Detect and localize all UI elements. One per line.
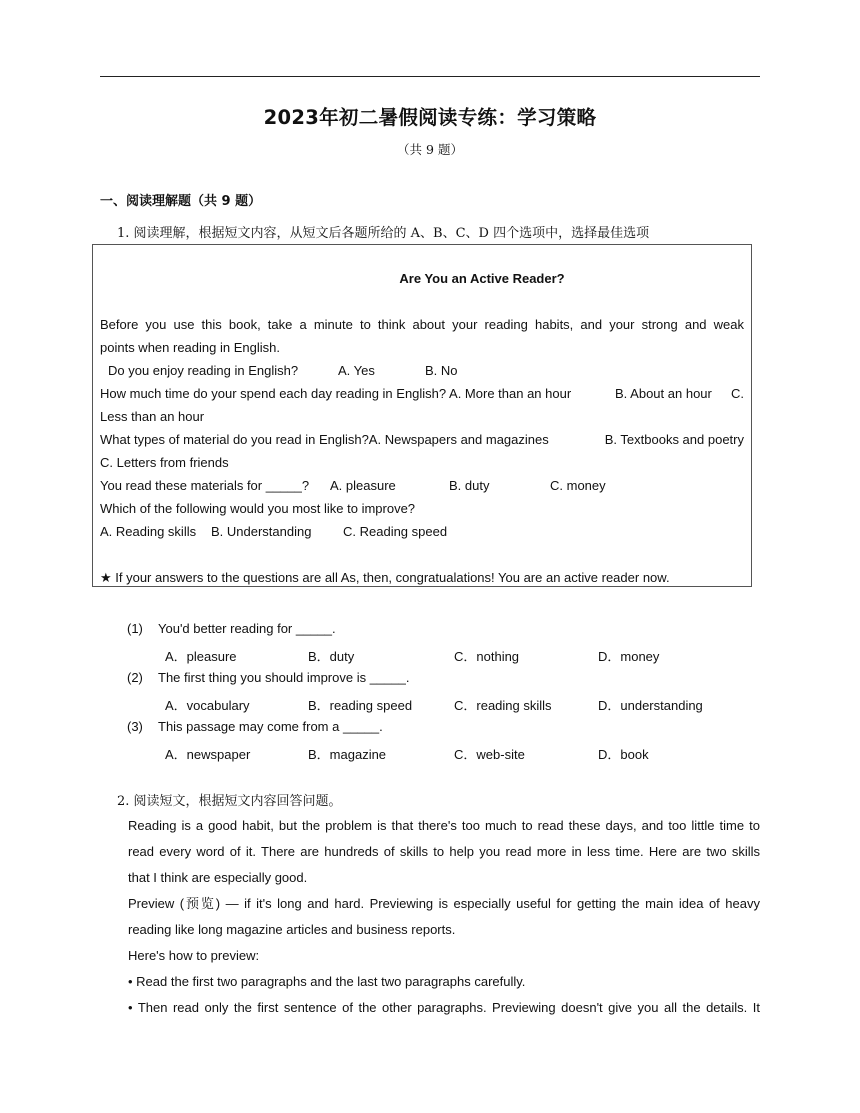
- question-2-intro: 2. 阅读短文，根据短文内容回答问题。: [117, 794, 342, 809]
- survey-question-5-options: [100, 523, 744, 541]
- passage-2-line-5: reading like long magazine articles and business reports.: [128, 922, 456, 937]
- sub-question-1-number: (1): [127, 621, 143, 636]
- sub-question-3-number: (3): [127, 719, 143, 734]
- sub-question-3: [127, 719, 383, 734]
- survey-question-5-option-b: B. Understanding: [211, 524, 312, 539]
- survey-question-1-option-a: A. Yes: [338, 363, 375, 378]
- survey-question-4-option-b: B. duty: [449, 478, 490, 493]
- sub-question-2: [127, 670, 409, 685]
- passage-title: Are You an Active Reader?: [399, 271, 565, 286]
- survey-question-3: [100, 431, 744, 449]
- passage-2-line-6: Here's how to preview:: [128, 948, 260, 963]
- sub-question-3-option-d[interactable]: D．book: [598, 747, 649, 762]
- question-1-intro: 1. 阅读理解，根据短文内容，从短文后各题所给的 A、B、C、D 四个选项中，选择最佳选项: [117, 226, 650, 241]
- sub-question-1-text: You'd better reading for _____.: [158, 621, 336, 636]
- survey-question-1: [108, 362, 744, 380]
- survey-question-2-text: How much time do your spend each day reading in English? A. More than an hour: [100, 386, 572, 401]
- sub-question-1-option-c[interactable]: C．nothing: [454, 649, 520, 664]
- survey-question-5-text: Which of the following would you most like to improve?: [100, 501, 416, 516]
- survey-question-5-option-c: C. Reading speed: [343, 524, 448, 539]
- survey-question-1-text: Do you enjoy reading in English?: [108, 363, 299, 378]
- passage-2-line-3: that I think are especially good.: [128, 870, 308, 885]
- survey-question-2-option-c-label: C.: [731, 386, 744, 401]
- sub-question-1: [127, 621, 336, 636]
- passage-2-line-4: Preview (预览) — if it's long and hard. Previewing is especially useful for getting the main idea of heavy: [128, 896, 760, 911]
- sub-question-3-option-b[interactable]: B．magazine: [308, 747, 387, 762]
- survey-question-4-option-c: C. money: [550, 478, 606, 493]
- passage-box: [92, 244, 752, 587]
- sub-question-1-option-a[interactable]: A．pleasure: [165, 649, 237, 664]
- survey-question-3-option-c: C. Letters from friends: [100, 455, 229, 470]
- survey-question-4-option-a: A. pleasure: [330, 478, 396, 493]
- survey-question-4: [100, 477, 744, 495]
- sub-question-1-option-b[interactable]: B．duty: [308, 649, 355, 664]
- survey-question-2-option-c-text: Less than an hour: [100, 409, 205, 424]
- survey-question-2: [100, 385, 744, 403]
- survey-question-4-text: You read these materials for _____?: [100, 478, 310, 493]
- document-title: 2023年初二暑假阅读专练：学习策略: [263, 106, 597, 129]
- section-heading: 一、阅读理解题（共 9 题）: [100, 194, 262, 209]
- passage-2-line-2: read every word of it. There are hundreds of skills to help you read more in less time. Here are two skills: [128, 844, 760, 859]
- document-subtitle: （共 9 题）: [397, 142, 463, 157]
- sub-question-2-option-d[interactable]: D．understanding: [598, 698, 703, 713]
- header-rule: [100, 76, 760, 77]
- sub-question-2-option-c[interactable]: C．reading skills: [454, 698, 552, 713]
- sub-question-3-text: This passage may come from a _____.: [158, 719, 383, 734]
- sub-question-2-option-a[interactable]: A．vocabulary: [165, 698, 250, 713]
- passage-intro-line-2: points when reading in English.: [100, 340, 280, 355]
- sub-question-2-text: The first thing you should improve is _____.: [158, 670, 410, 685]
- survey-question-1-option-b: B. No: [425, 363, 458, 378]
- passage-note: ★ If your answers to the questions are all As, then, congratualations! You are an active reader now.: [100, 570, 670, 585]
- passage-2-line-1: Reading is a good habit, but the problem is that there's too much to read these days, and too little time to: [128, 818, 760, 833]
- survey-question-5-option-a: A. Reading skills: [100, 524, 197, 539]
- sub-question-2-number: (2): [127, 670, 143, 685]
- passage-2-bullet-2: • Then read only the first sentence of the other paragraphs. Previewing doesn't give you all the details. It: [128, 1000, 760, 1015]
- sub-question-3-option-c[interactable]: C．web-site: [454, 747, 525, 762]
- sub-question-3-option-a[interactable]: A．newspaper: [165, 747, 251, 762]
- survey-question-3-option-b: B. Textbooks and poetry: [604, 432, 744, 447]
- sub-question-1-option-d[interactable]: D．money: [598, 649, 660, 664]
- sub-question-2-option-b[interactable]: B．reading speed: [308, 698, 413, 713]
- passage-intro-line-1: Before you use this book, take a minute to think about your reading habits, and your strong and weak: [100, 317, 744, 332]
- passage-2-bullet-1: • Read the first two paragraphs and the last two paragraphs carefully.: [128, 974, 526, 989]
- survey-question-2-option-b: B. About an hour: [615, 386, 712, 401]
- survey-question-3-text: What types of material do you read in English?A. Newspapers and magazines: [100, 432, 549, 447]
